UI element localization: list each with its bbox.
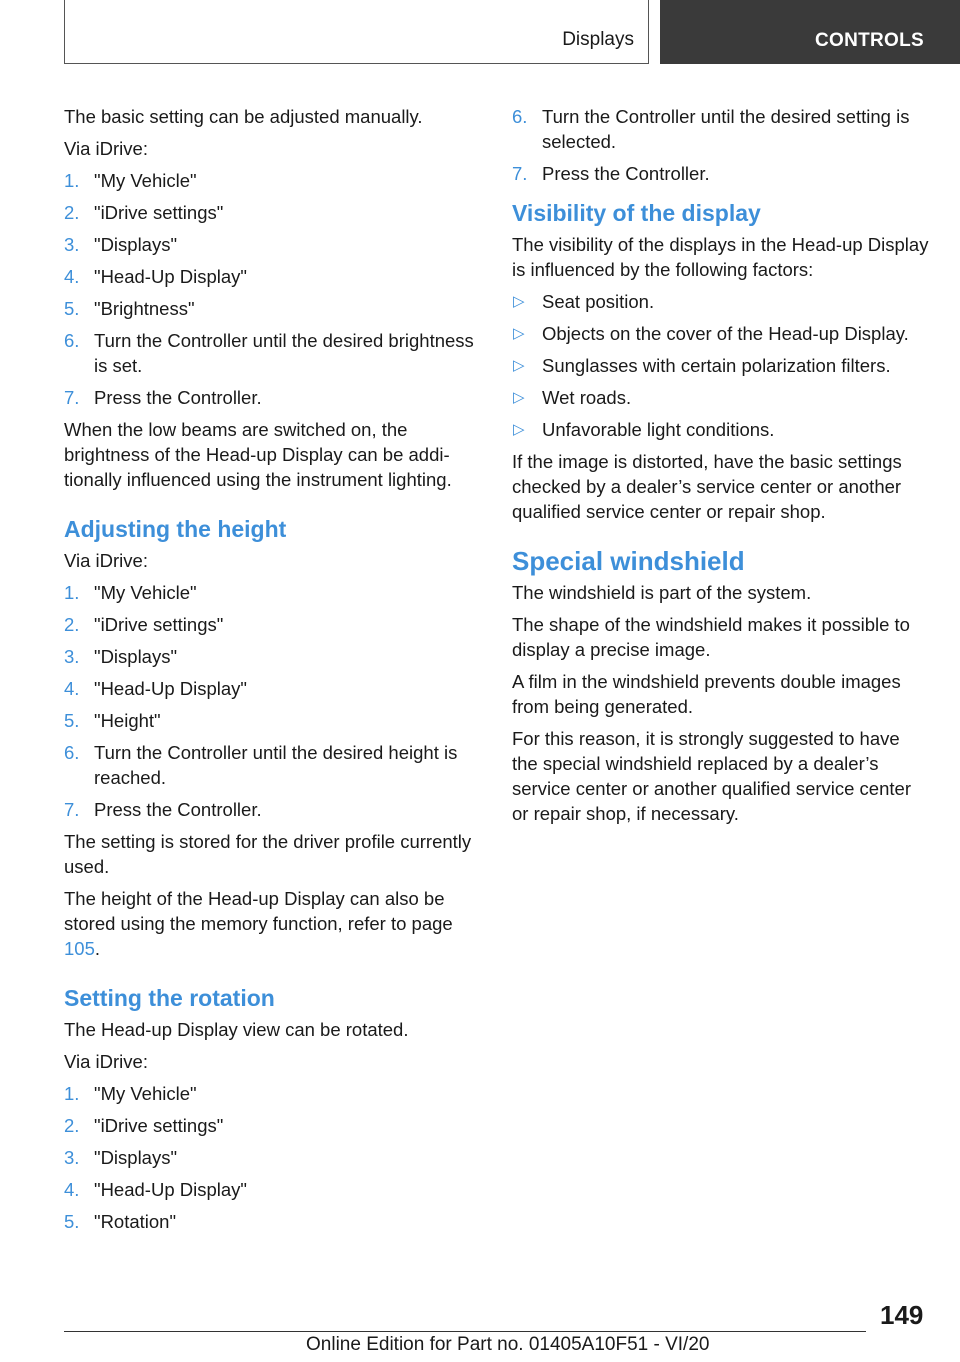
step-number: 6. — [64, 742, 80, 763]
list-item — [512, 385, 930, 410]
triangle-bullet-icon: ▷ — [513, 293, 525, 310]
list-item — [64, 612, 482, 637]
distorted-image-note: If the image is distorted, have the basic settings checked by a dealer’s service center or another qualified service center or repair shop. — [512, 451, 902, 522]
step-text: "Head-Up Display" — [94, 678, 247, 699]
memory-note-text: The height of the Head-up Display can also be stored using the memory function, refer to page — [64, 888, 453, 934]
memory-note-end: . — [94, 938, 101, 959]
header-chapter-title: CONTROLS — [815, 30, 925, 51]
step-number: 1. — [64, 1083, 80, 1104]
step-number: 3. — [64, 234, 80, 255]
step-number: 3. — [64, 646, 80, 667]
step-text: Turn the Controller until the desired brightness is set. — [94, 330, 474, 376]
via-idrive-label: Via iDrive: — [64, 1051, 148, 1072]
factor-text: Wet roads. — [542, 387, 632, 408]
rotation-steps — [64, 1081, 482, 1234]
profile-storage-note: The setting is stored for the driver profile currently used. — [64, 831, 472, 877]
list-item — [64, 264, 482, 289]
list-item — [512, 353, 930, 378]
step-text: "iDrive settings" — [94, 614, 224, 635]
list-item — [512, 417, 930, 442]
heading-special-windshield: Special windshield — [512, 546, 745, 576]
factor-text: Unfavorable light conditions. — [542, 419, 775, 440]
step-number: 2. — [64, 1115, 80, 1136]
triangle-bullet-icon: ▷ — [513, 357, 525, 374]
list-item — [64, 740, 482, 790]
windshield-paragraph-2: The shape of the windshield makes it possible to display a precise image. — [512, 614, 910, 660]
step-number: 3. — [64, 1147, 80, 1168]
list-item — [64, 580, 482, 605]
list-item — [64, 200, 482, 225]
visibility-intro: The visibility of the displays in the Head-up Display is influenced by the following factors: — [512, 234, 929, 280]
footer-edition: Online Edition for Part no. 01405A10F51 - VI/20 — [306, 1334, 710, 1355]
list-item — [64, 1081, 482, 1106]
height-steps — [64, 580, 482, 822]
step-number: 1. — [64, 170, 80, 191]
rotation-steps-continued — [512, 104, 930, 186]
factor-text: Seat position. — [542, 291, 655, 312]
step-text: "Displays" — [94, 646, 178, 667]
step-number: 2. — [64, 614, 80, 635]
list-item — [64, 644, 482, 669]
rotation-intro: The Head-up Display view can be rotated. — [64, 1019, 409, 1040]
right-column — [512, 104, 930, 833]
header-chapter-box — [660, 0, 960, 64]
via-idrive-label: Via iDrive: — [64, 550, 148, 571]
step-text: "Height" — [94, 710, 161, 731]
header-section-box — [64, 0, 649, 64]
windshield-paragraph-3: A film in the windshield prevents double images from being generated. — [512, 671, 901, 717]
triangle-bullet-icon: ▷ — [513, 325, 525, 342]
step-number: 5. — [64, 1211, 80, 1232]
memory-function-note — [64, 886, 482, 961]
factor-text: Sunglasses with certain polarization filters. — [542, 355, 891, 376]
list-item — [64, 328, 482, 378]
list-item — [64, 1209, 482, 1234]
step-number: 7. — [512, 163, 528, 184]
step-number: 7. — [64, 387, 80, 408]
list-item — [512, 321, 930, 346]
heading-visibility: Visibility of the display — [512, 200, 761, 226]
list-item — [64, 296, 482, 321]
list-item — [64, 676, 482, 701]
step-text: Press the Controller. — [542, 163, 710, 184]
left-column — [64, 104, 482, 1241]
heading-adjusting-height: Adjusting the height — [64, 516, 287, 542]
step-number: 5. — [64, 298, 80, 319]
step-text: "Displays" — [94, 234, 178, 255]
step-number: 1. — [64, 582, 80, 603]
footer-divider — [64, 1331, 866, 1332]
windshield-paragraph-4: For this reason, it is strongly suggested to have the special windshield replaced by a dealer’s service center or another qualified service center or repair shop, if necessary. — [512, 728, 911, 824]
visibility-factors — [512, 289, 930, 442]
via-idrive-label: Via iDrive: — [64, 138, 148, 159]
factor-text: Objects on the cover of the Head-up Display. — [542, 323, 909, 344]
windshield-paragraph-1: The windshield is part of the system. — [512, 582, 812, 603]
step-number: 2. — [64, 202, 80, 223]
list-item — [64, 168, 482, 193]
list-item — [64, 1177, 482, 1202]
brightness-steps — [64, 168, 482, 410]
step-number: 4. — [64, 1179, 80, 1200]
step-text: "My Vehicle" — [94, 1083, 197, 1104]
list-item — [64, 232, 482, 257]
low-beams-note: When the low beams are switched on, the brightness of the Head-up Display can be additionally influenced using the instrument lighting. — [64, 419, 452, 490]
step-text: Turn the Controller until the desired height is reached. — [94, 742, 458, 788]
header-section-title: Displays — [562, 29, 634, 50]
step-text: Press the Controller. — [94, 387, 262, 408]
brightness-intro: The basic setting can be adjusted manually. — [64, 106, 423, 127]
step-text: "iDrive settings" — [94, 1115, 224, 1136]
page-reference-link[interactable]: 105 — [64, 938, 95, 959]
list-item — [512, 161, 930, 186]
list-item — [512, 104, 930, 154]
step-text: "Displays" — [94, 1147, 178, 1168]
page-number: 149 — [880, 1300, 924, 1330]
step-number: 4. — [64, 678, 80, 699]
list-item — [64, 1113, 482, 1138]
step-number: 6. — [64, 330, 80, 351]
step-text: Press the Controller. — [94, 799, 262, 820]
list-item — [64, 1145, 482, 1170]
step-text: "iDrive settings" — [94, 202, 224, 223]
step-number: 7. — [64, 799, 80, 820]
list-item — [64, 797, 482, 822]
step-text: "My Vehicle" — [94, 170, 197, 191]
step-text: "Rotation" — [94, 1211, 177, 1232]
step-number: 6. — [512, 106, 528, 127]
list-item — [512, 289, 930, 314]
list-item — [64, 708, 482, 733]
triangle-bullet-icon: ▷ — [513, 389, 525, 406]
step-text: "Head-Up Display" — [94, 1179, 247, 1200]
step-text: Turn the Controller until the desired setting is selected. — [542, 106, 910, 152]
step-number: 4. — [64, 266, 80, 287]
triangle-bullet-icon: ▷ — [513, 421, 525, 438]
step-text: "Head-Up Display" — [94, 266, 247, 287]
list-item — [64, 385, 482, 410]
step-number: 5. — [64, 710, 80, 731]
heading-setting-rotation: Setting the rotation — [64, 985, 275, 1011]
step-text: "My Vehicle" — [94, 582, 197, 603]
step-text: "Brightness" — [94, 298, 195, 319]
